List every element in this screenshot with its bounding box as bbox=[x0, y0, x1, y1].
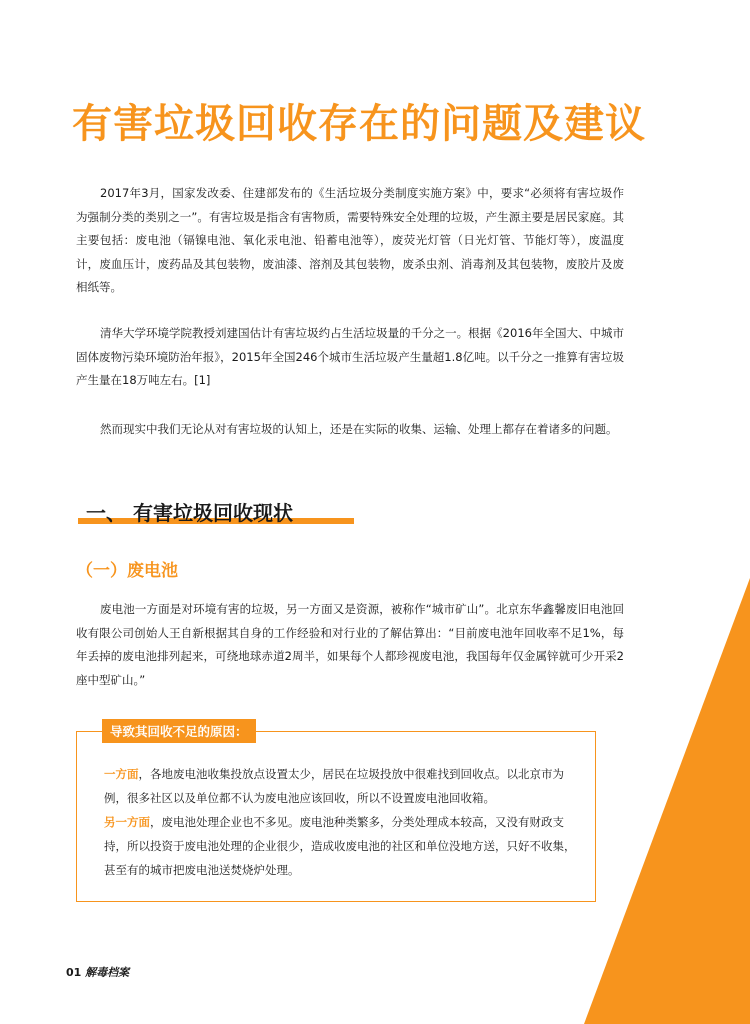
subsection-title: （一）废电池 bbox=[76, 561, 178, 581]
reason-2-lead: 另一方面 bbox=[104, 815, 150, 829]
intro-paragraph-3: 然而现实中我们无论从对有害垃圾的认知上，还是在实际的收集、运输、处理上都存在着诸多的问题。 bbox=[100, 422, 618, 436]
reason-2-text: ，废电池处理企业也不多见。废电池种类繁多，分类处理成本较高，又没有财政支持，所以投资于废电池处理的企业很少，造成收废电池的社区和单位没地方送，只好不收集，甚至有的城市把废电池送焚烧炉处理。 bbox=[104, 815, 576, 877]
reason-1-text: ，各地废电池收集投放点设置太少，居民在垃圾投放中很难找到回收点。以北京市为例，很多社区以及单位都不认为废电池应该回收，所以不设置废电池回收箱。 bbox=[104, 767, 564, 805]
reasons-box-label: 导致其回收不足的原因： bbox=[102, 719, 256, 743]
section-title: 一、 有害垃圾回收现状 bbox=[86, 501, 293, 525]
page-footer bbox=[66, 964, 129, 980]
intro-paragraph-2: 清华大学环境学院教授刘建国估计有害垃圾约占生活垃圾量的千分之一。根据《2016年全国大、中城市固体废物污染环境防治年报》，2015年全国246个城市生活垃圾产生量超1.8亿吨。以千分之一推算有害垃圾产生量在18万吨左右。[1] bbox=[76, 326, 624, 387]
page-number: 01 bbox=[66, 966, 82, 979]
publication-name: 解毒档案 bbox=[85, 966, 130, 979]
reason-1-lead: 一方面 bbox=[104, 767, 139, 781]
reasons-box-text bbox=[104, 762, 582, 882]
intro-paragraph-1: 2017年3月，国家发改委、住建部发布的《生活垃圾分类制度实施方案》中，要求“必须将有害垃圾作为强制分类的类别之一”。有害垃圾是指含有害物质，需要特殊安全处理的垃圾，产生源主要是居民家庭。其主要包括：废电池（镉镍电池、氧化汞电池、铅蓄电池等），废荧光灯管（日光灯管、节能灯等），废温度计，废血压计，废药品及其包装物，废油漆、溶剂及其包装物，废杀虫剂、消毒剂及其包装物，废胶片及废相纸等。 bbox=[76, 186, 624, 294]
battery-paragraph: 废电池一方面是对环境有害的垃圾，另一方面又是资源，被称作“城市矿山”。北京东华鑫馨废旧电池回收有限公司创始人王自新根据其自身的工作经验和对行业的了解估算出：“目前废电池年回收率不足1%，每年丢掉的废电池排列起来，可绕地球赤道2周半，如果每个人都珍视废电池，我国每年仅金属锌就可少开采2座中型矿山。” bbox=[76, 602, 624, 687]
page-title: 有害垃圾回收存在的问题及建议 bbox=[72, 101, 646, 147]
